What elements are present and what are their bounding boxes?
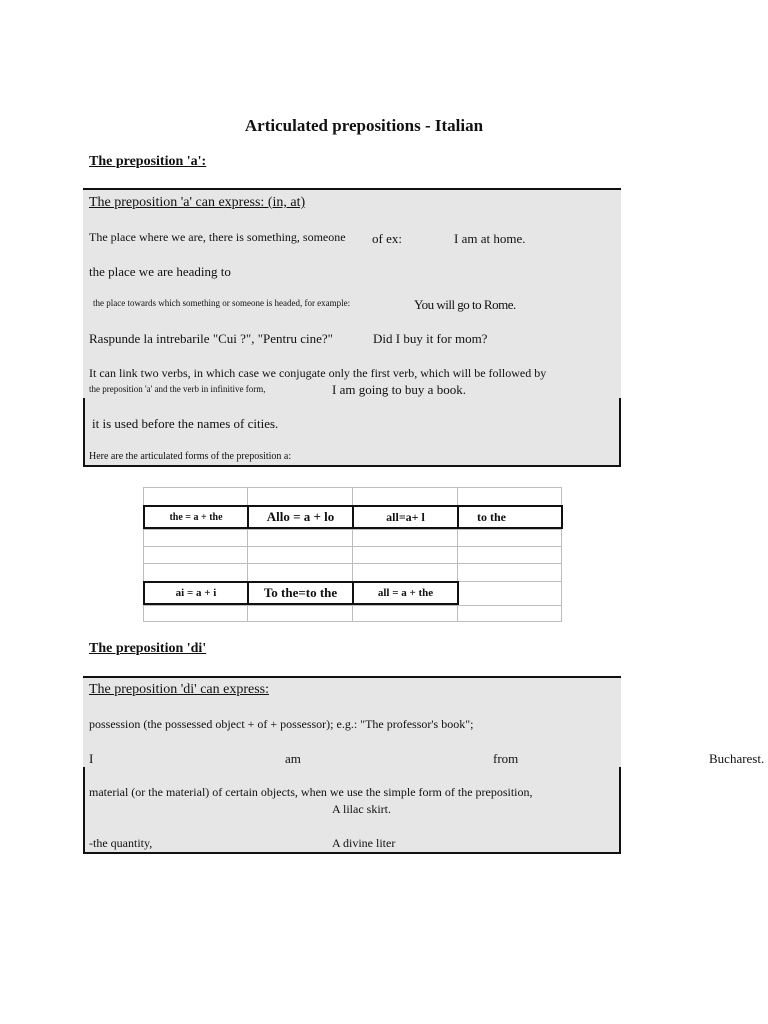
table-cell: To the=to the (247, 581, 354, 605)
line-forms-intro: Here are the articulated forms of the preposition a: (89, 451, 292, 462)
box-a-title: The preposition 'a' can express: (in, at) (89, 195, 306, 210)
example-translation: I am at home. (454, 231, 526, 246)
section-di-heading: The preposition 'di' (89, 641, 207, 656)
line-possession: possession (the possessed object + of + possessor); e.g.: "The professor's book"; (89, 717, 474, 731)
example-translation: A lilac skirt. (332, 802, 391, 816)
box-di-title-text: The preposition 'di' can express: (89, 682, 269, 697)
line-questions: Raspunde la intrebarile "Cui ?", "Pentru cine?" (89, 331, 333, 346)
word-bucharest: Bucharest. (709, 751, 765, 766)
box-right-border (619, 398, 621, 467)
line-towards: the place towards which something or someone is headed, for example: (93, 298, 351, 308)
table-cell: the = a + the (143, 505, 249, 529)
table-cell: all=a+ l (352, 505, 459, 529)
example-label: of ex: (372, 231, 402, 246)
table-gridline (143, 605, 562, 606)
line-link-verbs-cont: the preposition 'a' and the verb in infinitive form, (89, 384, 266, 394)
example-translation: You will go to Rome. (414, 297, 516, 312)
page-title: Articulated prepositions - Italian (244, 116, 484, 135)
box-left-border (83, 398, 85, 467)
example-translation: I am going to buy a book. (332, 382, 466, 397)
table-cell: all = a + the (352, 581, 459, 605)
line-cities: it is used before the names of cities. (92, 416, 279, 431)
table-cell: ai = a + i (143, 581, 249, 605)
table-gridline (143, 563, 562, 564)
box-bottom-border (83, 852, 621, 854)
word-am: am (285, 751, 301, 766)
table-gridline (143, 529, 562, 530)
example-translation: Did I buy it for mom? (373, 331, 488, 346)
box-top-border (83, 676, 621, 678)
line-heading-to: the place we are heading to (89, 264, 231, 279)
box-bottom-border (83, 465, 621, 467)
table-gridline (143, 546, 562, 547)
section-a-heading: The preposition 'a': (89, 154, 207, 169)
table-gridline (143, 487, 562, 488)
example-translation: A divine liter (332, 836, 396, 850)
line-quantity: -the quantity, (89, 836, 153, 850)
box-left-border (83, 767, 85, 854)
preposition-di-box (83, 676, 621, 854)
table-cell: to the (457, 505, 563, 529)
line-place-where: The place where we are, there is something, someone (89, 230, 346, 244)
word-from: from (493, 751, 519, 766)
box-right-border (619, 767, 621, 854)
box-di-title (89, 682, 269, 698)
table-cell: Allo = a + lo (247, 505, 354, 529)
line-link-verbs: It can link two verbs, in which case we conjugate only the first verb, which will be followed by (89, 366, 547, 380)
line-material: material (or the material) of certain objects, when we use the simple form of the preposition, (89, 785, 533, 799)
box-top-border (83, 188, 621, 190)
word-i: I (89, 751, 94, 766)
articulated-forms-table (143, 487, 562, 622)
table-gridline (143, 621, 562, 622)
